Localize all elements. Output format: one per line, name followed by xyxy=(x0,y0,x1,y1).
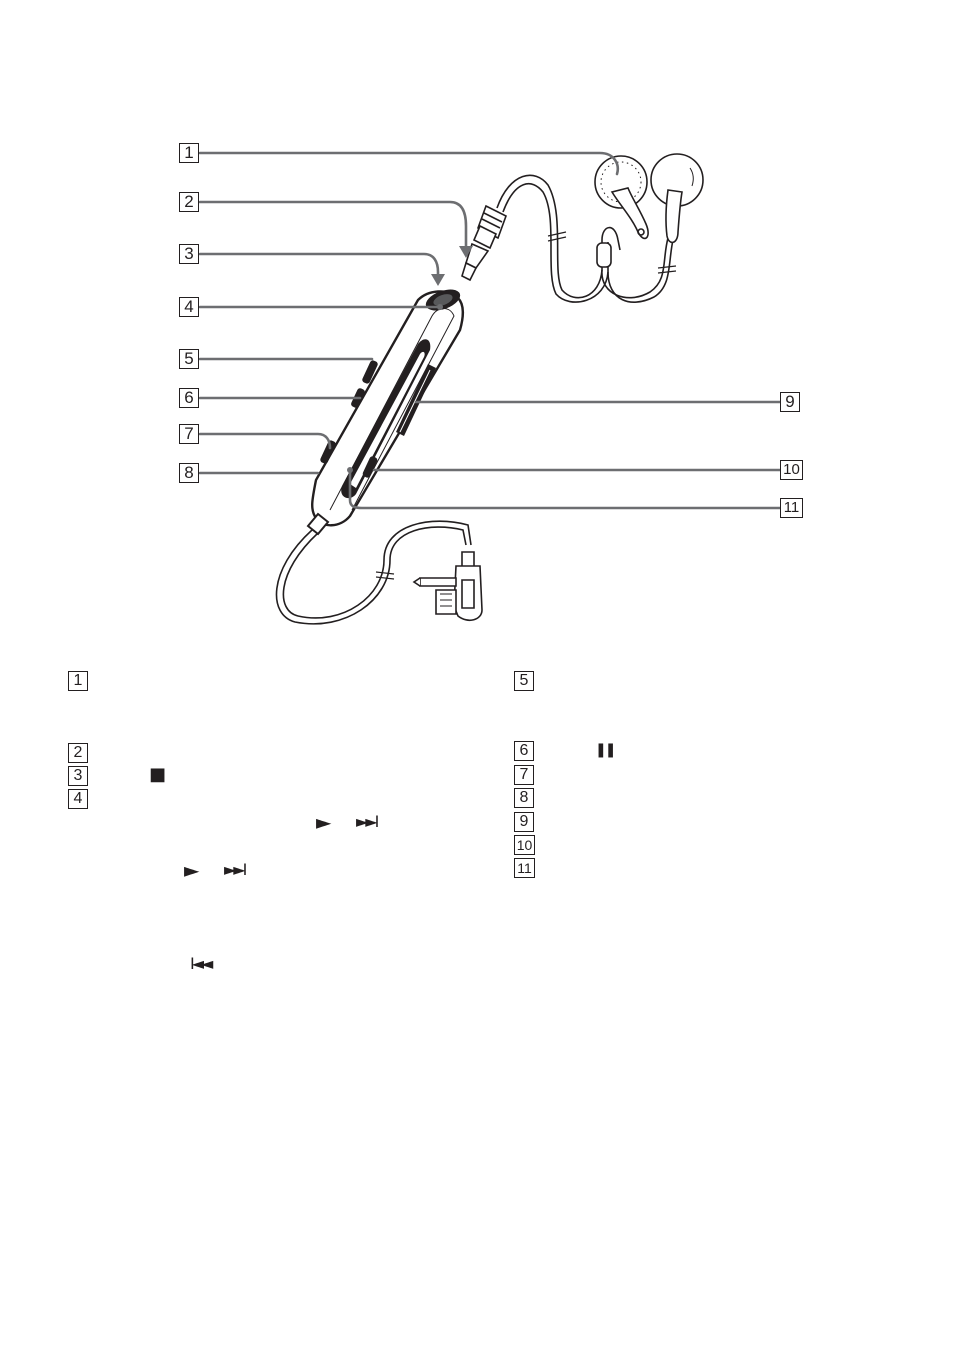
earbud-right xyxy=(651,154,703,242)
remote-plug xyxy=(414,552,482,620)
play-symbol: ► xyxy=(316,810,332,834)
legend-number-4: 4 xyxy=(68,789,88,809)
cord-break-marks xyxy=(548,232,676,273)
legend-number-1: 1 xyxy=(68,671,88,691)
legend-number-5: 5 xyxy=(514,671,534,691)
next-track-symbol-second: ►►I xyxy=(224,860,245,879)
callout-10: 10 xyxy=(780,460,803,480)
leader-11 xyxy=(350,470,780,508)
headphone-cord xyxy=(497,175,673,302)
callout-4: 4 xyxy=(179,297,199,317)
callout-7: 7 xyxy=(179,424,199,444)
legend-number-9: 9 xyxy=(514,812,534,832)
legend-number-8: 8 xyxy=(514,788,534,808)
earbud-left xyxy=(595,156,648,238)
leader-1 xyxy=(200,153,618,174)
leader-3 xyxy=(200,254,438,280)
stop-symbol: ■ xyxy=(149,764,167,785)
callout-3: 3 xyxy=(179,244,199,264)
next-track-symbol: ►►I xyxy=(356,812,377,831)
legend-number-7: 7 xyxy=(514,765,534,785)
previous-track-symbol: I◄◄ xyxy=(190,954,211,973)
callout-8: 8 xyxy=(179,463,199,483)
callout-11: 11 xyxy=(780,498,803,518)
legend-number-3: 3 xyxy=(68,766,88,786)
legend-number-2: 2 xyxy=(68,743,88,763)
leader-7 xyxy=(200,434,330,448)
play-symbol-second: ► xyxy=(184,858,200,882)
callout-1: 1 xyxy=(179,143,199,163)
callout-9: 9 xyxy=(780,392,800,412)
pause-symbol: ❚❚ xyxy=(595,742,615,758)
legend-number-10: 10 xyxy=(514,835,535,855)
legend-number-6: 6 xyxy=(514,741,534,761)
headphone-plug xyxy=(462,206,506,280)
legend-number-11: 11 xyxy=(514,858,535,878)
callout-6: 6 xyxy=(179,388,199,408)
leader-lines xyxy=(200,153,780,508)
cord-slider xyxy=(597,243,611,267)
remote-body xyxy=(308,285,463,534)
leader-2 xyxy=(200,202,466,246)
callout-2: 2 xyxy=(179,192,199,212)
callout-5: 5 xyxy=(179,349,199,369)
cord-break-marks-lower xyxy=(376,572,394,579)
